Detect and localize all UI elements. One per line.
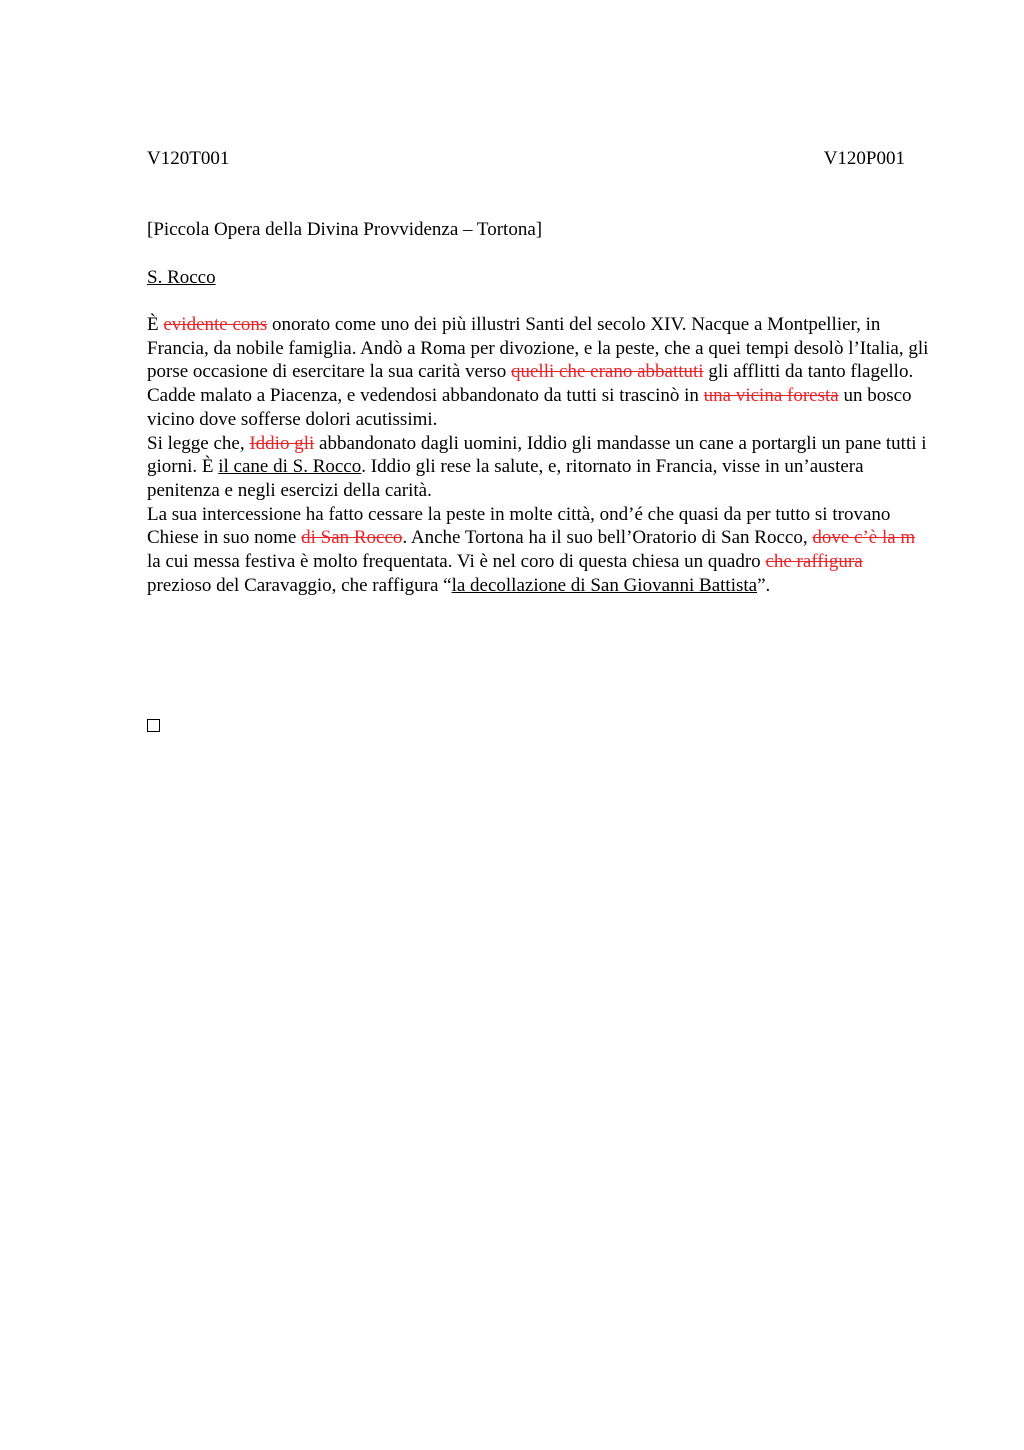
deleted-text: una vicina foresta xyxy=(703,385,839,407)
document-title: S. Rocco xyxy=(147,267,216,288)
text-segment: gli afflitti da tanto flagello. xyxy=(703,361,914,383)
checkbox-icon[interactable] xyxy=(147,719,160,732)
text-segment: ”. xyxy=(757,574,771,596)
institution-line: [Piccola Opera della Divina Provvidenza – Tortona] xyxy=(147,219,543,240)
deleted-text: quelli che erano abbattuti xyxy=(511,361,704,383)
text-segment: prezioso del Caravaggio, che raffigura “ xyxy=(147,574,452,596)
deleted-text: che raffigura xyxy=(765,551,863,573)
paragraph-1 xyxy=(147,313,929,384)
text-segment: . Anche Tortona ha il suo bell’Oratorio di San Rocco, xyxy=(402,527,813,549)
paragraph-4 xyxy=(147,503,929,598)
deleted-text: dove c’è la m xyxy=(812,527,916,549)
text-segment: abbandonato dagli uomini, Iddio gli mandasse un cane a portargli un pane tutti i giorni. È xyxy=(147,432,927,478)
text-segment: La sua intercessione ha fatto cessare la peste in molte città, ond’é che quasi da per tutto si trovano Chiese in suo nome xyxy=(147,503,891,549)
deleted-text: di San Rocco xyxy=(301,527,403,549)
body-text xyxy=(147,313,929,597)
text-segment: Cadde malato a Piacenza, e vedendosi abbandonato da tutti si trascinò in xyxy=(147,385,704,407)
text-segment: . Iddio gli rese la salute, e, ritornato in Francia, visse in un’austera penitenza e negli esercizi della carità. xyxy=(147,456,864,501)
underlined-text: il cane di S. Rocco xyxy=(218,456,362,478)
text-segment: un bosco vicino dove sofferse dolori acutissimi. xyxy=(147,385,912,430)
text-segment: la cui messa festiva è molto frequentata. Vi è nel coro di questa chiesa un quadro xyxy=(147,551,766,573)
header-right-code: V120P001 xyxy=(823,148,905,169)
paragraph-3 xyxy=(147,432,929,503)
header-left-code: V120T001 xyxy=(147,148,230,169)
text-segment: È xyxy=(147,314,164,335)
deleted-text: evidente cons xyxy=(163,314,268,335)
paragraph-2 xyxy=(147,384,929,431)
underlined-text: la decollazione di San Giovanni Battista xyxy=(451,574,758,596)
text-segment: onorato come uno dei più illustri Santi del secolo XIV. Nacque a Montpellier, in Francia, da nobile famiglia. Andò a Roma per divozione, e la peste, che a quei tempi desolò l’Italia, gli porse occasione di esercitare la sua carità verso xyxy=(147,314,929,383)
text-segment: Si legge che, xyxy=(147,432,250,454)
deleted-text: Iddio gli xyxy=(249,432,315,454)
